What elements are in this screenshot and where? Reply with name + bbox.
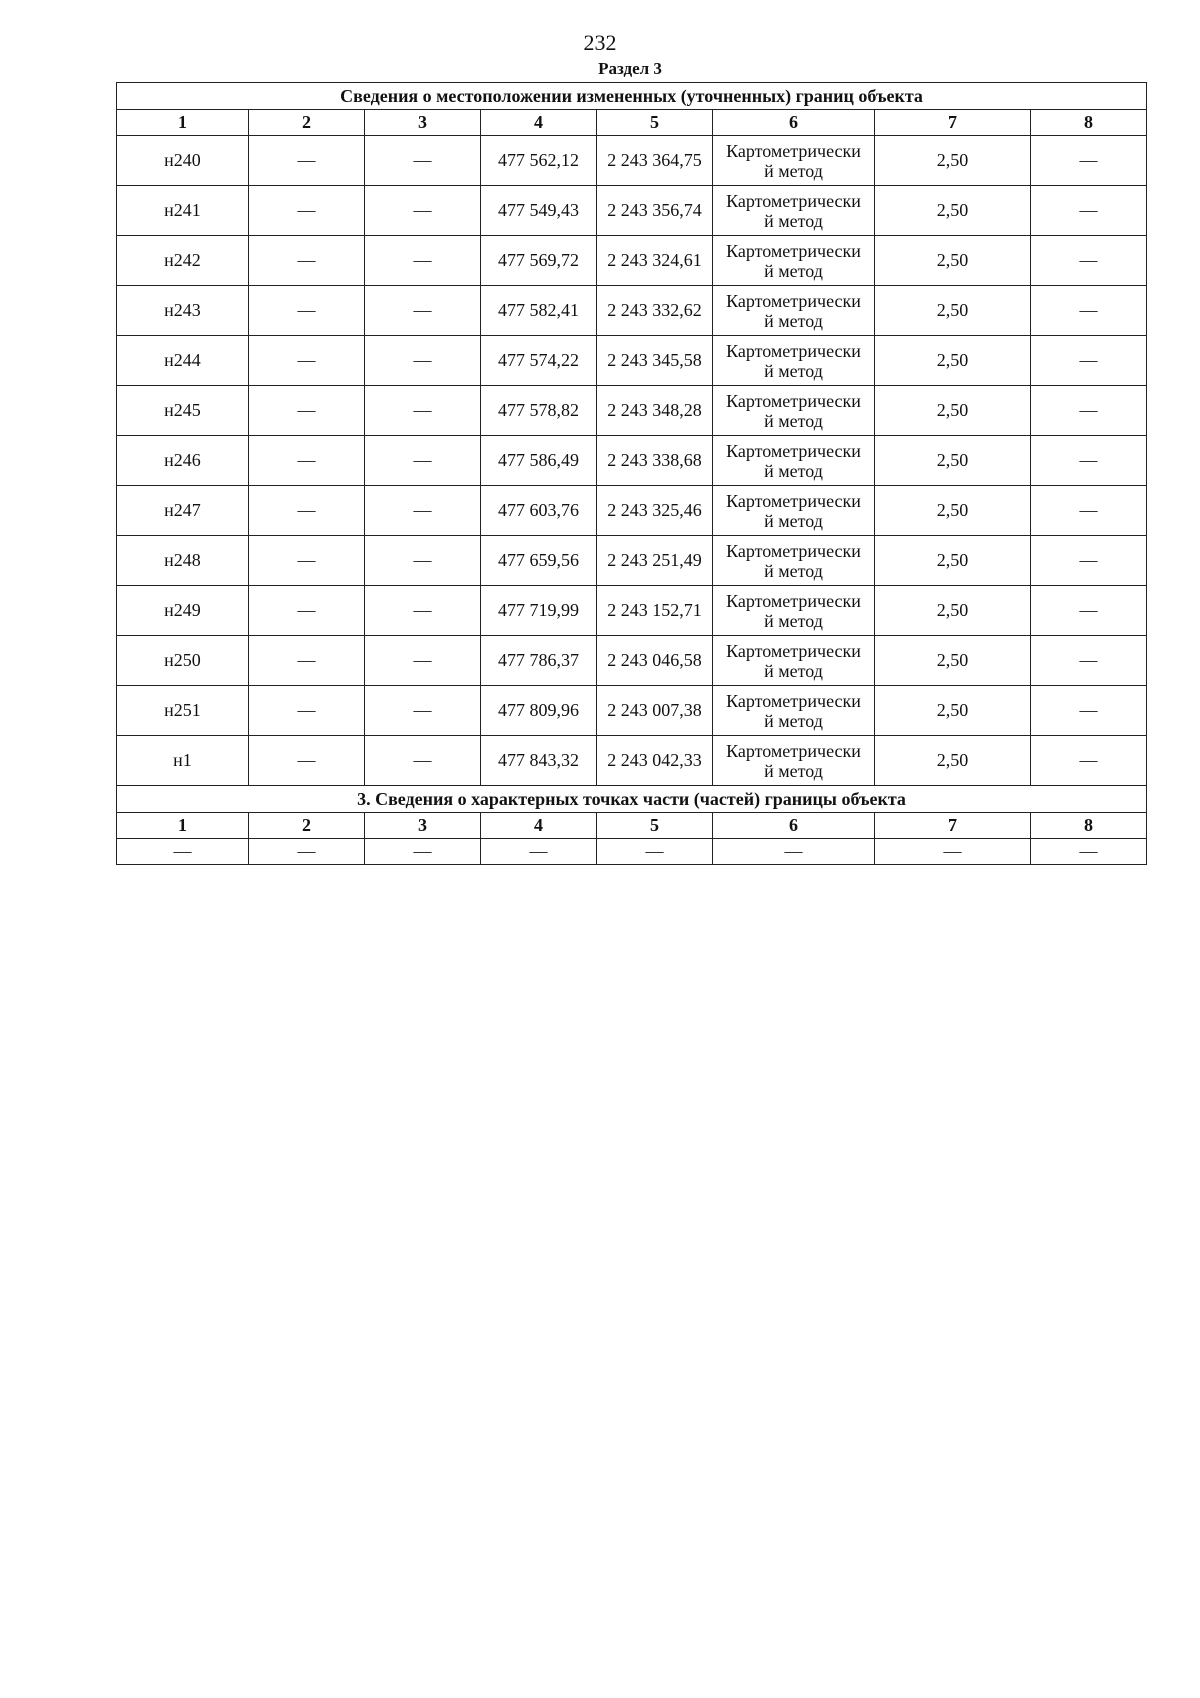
method-line: й метод <box>764 210 823 231</box>
table-row <box>117 486 1147 536</box>
x-coordinate-cell: 477 603,76 <box>481 486 597 536</box>
point-id-cell: н247 <box>117 486 249 536</box>
table-cell: — <box>249 386 365 436</box>
y-coordinate-cell: 2 243 325,46 <box>597 486 713 536</box>
table-cell: — <box>365 536 481 586</box>
table-cell: — <box>249 436 365 486</box>
method-line: й метод <box>764 610 823 631</box>
x-coordinate-cell: 477 586,49 <box>481 436 597 486</box>
table-row <box>117 286 1147 336</box>
table-cell: — <box>365 386 481 436</box>
method-cell <box>713 736 875 786</box>
accuracy-cell: 2,50 <box>875 486 1031 536</box>
table-cell: — <box>1031 636 1147 686</box>
method-cell <box>713 236 875 286</box>
table-row <box>117 236 1147 286</box>
table-row <box>117 586 1147 636</box>
table-cell: — <box>249 636 365 686</box>
table-cell: — <box>1031 136 1147 186</box>
table-cell: — <box>365 839 481 865</box>
table-cell: — <box>249 686 365 736</box>
table-caption-row <box>117 83 1147 110</box>
table-row <box>117 636 1147 686</box>
table-cell: — <box>365 436 481 486</box>
y-coordinate-cell: 2 243 348,28 <box>597 386 713 436</box>
x-coordinate-cell: 477 549,43 <box>481 186 597 236</box>
method-line: й метод <box>764 360 823 381</box>
method-line: й метод <box>764 160 823 181</box>
point-id-cell: н248 <box>117 536 249 586</box>
table-cell: — <box>365 286 481 336</box>
x-coordinate-cell: 477 578,82 <box>481 386 597 436</box>
section-title: Раздел 3 <box>598 59 662 78</box>
table-cell: — <box>249 236 365 286</box>
point-id-cell: н250 <box>117 636 249 686</box>
y-coordinate-cell: 2 243 338,68 <box>597 436 713 486</box>
table-row <box>117 386 1147 436</box>
point-id-cell: н243 <box>117 286 249 336</box>
method-line: Картометрически <box>726 390 861 411</box>
table-row <box>117 336 1147 386</box>
table-cell: — <box>249 839 365 865</box>
table-cell: — <box>249 486 365 536</box>
point-id-cell: н251 <box>117 686 249 736</box>
x-coordinate-cell: 477 786,37 <box>481 636 597 686</box>
table-cell: — <box>249 336 365 386</box>
y-coordinate-cell: 2 243 345,58 <box>597 336 713 386</box>
x-coordinate-cell: 477 562,12 <box>481 136 597 186</box>
table-cell: — <box>365 486 481 536</box>
point-id-cell: н245 <box>117 386 249 436</box>
x-coordinate-cell: 477 843,32 <box>481 736 597 786</box>
table-row <box>117 186 1147 236</box>
table-cell: — <box>117 839 249 865</box>
method-line: Картометрически <box>726 690 861 711</box>
table-cell: — <box>1031 386 1147 436</box>
method-line: Картометрически <box>726 190 861 211</box>
table-cell: — <box>597 839 713 865</box>
point-id-cell: н249 <box>117 586 249 636</box>
y-coordinate-cell: 2 243 046,58 <box>597 636 713 686</box>
method-line: Картометрически <box>726 240 861 261</box>
method-line: й метод <box>764 710 823 731</box>
method-line: й метод <box>764 660 823 681</box>
table-header-row <box>117 110 1147 136</box>
accuracy-cell: 2,50 <box>875 536 1031 586</box>
table-caption-row <box>117 786 1147 813</box>
method-cell <box>713 636 875 686</box>
method-cell <box>713 136 875 186</box>
table-cell: — <box>1031 586 1147 636</box>
page-number: 232 <box>583 30 617 55</box>
table-row <box>117 136 1147 186</box>
column-header: 7 <box>875 813 1031 839</box>
table-cell: — <box>365 336 481 386</box>
point-id-cell: н241 <box>117 186 249 236</box>
accuracy-cell: 2,50 <box>875 186 1031 236</box>
table-cell: — <box>1031 736 1147 786</box>
accuracy-cell: 2,50 <box>875 136 1031 186</box>
table-row <box>117 736 1147 786</box>
x-coordinate-cell: 477 574,22 <box>481 336 597 386</box>
table-row <box>117 436 1147 486</box>
table-cell: — <box>365 736 481 786</box>
y-coordinate-cell: 2 243 356,74 <box>597 186 713 236</box>
method-line: Картометрически <box>726 340 861 361</box>
column-header: 2 <box>249 110 365 136</box>
method-line: Картометрически <box>726 540 861 561</box>
table-cell: — <box>1031 686 1147 736</box>
column-header: 4 <box>481 813 597 839</box>
table-cell: — <box>365 686 481 736</box>
table-cell: — <box>713 839 875 865</box>
method-cell <box>713 686 875 736</box>
x-coordinate-cell: 477 582,41 <box>481 286 597 336</box>
table-cell: — <box>1031 286 1147 336</box>
column-header: 6 <box>713 813 875 839</box>
table-cell: — <box>1031 536 1147 586</box>
table-cell: — <box>1031 436 1147 486</box>
table-cell: — <box>1031 186 1147 236</box>
y-coordinate-cell: 2 243 007,38 <box>597 686 713 736</box>
y-coordinate-cell: 2 243 332,62 <box>597 286 713 336</box>
column-header: 3 <box>365 813 481 839</box>
table-cell: — <box>249 586 365 636</box>
table-cell: — <box>249 286 365 336</box>
column-header: 5 <box>597 813 713 839</box>
column-header: 4 <box>481 110 597 136</box>
column-header: 1 <box>117 813 249 839</box>
boundary-points-table <box>116 82 1147 865</box>
table-row <box>117 536 1147 586</box>
table-row <box>117 839 1147 865</box>
table-caption: 3. Сведения о характерных точках части (частей) границы объекта <box>117 786 1147 813</box>
point-id-cell: н242 <box>117 236 249 286</box>
x-coordinate-cell: 477 809,96 <box>481 686 597 736</box>
table-cell: — <box>365 136 481 186</box>
accuracy-cell: 2,50 <box>875 436 1031 486</box>
table-cell: — <box>365 636 481 686</box>
accuracy-cell: 2,50 <box>875 236 1031 286</box>
method-cell <box>713 536 875 586</box>
point-id-cell: н244 <box>117 336 249 386</box>
column-header: 6 <box>713 110 875 136</box>
method-line: й метод <box>764 760 823 781</box>
method-line: Картометрически <box>726 640 861 661</box>
point-id-cell: н240 <box>117 136 249 186</box>
accuracy-cell: 2,50 <box>875 336 1031 386</box>
table-cell: — <box>249 186 365 236</box>
method-line: й метод <box>764 560 823 581</box>
table-cell: — <box>249 736 365 786</box>
table-cell: — <box>1031 839 1147 865</box>
table-header-row <box>117 813 1147 839</box>
accuracy-cell: 2,50 <box>875 286 1031 336</box>
y-coordinate-cell: 2 243 251,49 <box>597 536 713 586</box>
method-cell <box>713 336 875 386</box>
accuracy-cell: 2,50 <box>875 586 1031 636</box>
table-cell: — <box>875 839 1031 865</box>
accuracy-cell: 2,50 <box>875 386 1031 436</box>
accuracy-cell: 2,50 <box>875 736 1031 786</box>
table-row <box>117 686 1147 736</box>
table-cell: — <box>365 586 481 636</box>
column-header: 8 <box>1031 110 1147 136</box>
y-coordinate-cell: 2 243 324,61 <box>597 236 713 286</box>
column-header: 1 <box>117 110 249 136</box>
x-coordinate-cell: 477 659,56 <box>481 536 597 586</box>
table-cell: — <box>1031 336 1147 386</box>
column-header: 2 <box>249 813 365 839</box>
method-line: й метод <box>764 460 823 481</box>
table-cell: — <box>1031 236 1147 286</box>
method-line: й метод <box>764 510 823 531</box>
column-header: 3 <box>365 110 481 136</box>
method-line: й метод <box>764 260 823 281</box>
accuracy-cell: 2,50 <box>875 686 1031 736</box>
method-line: Картометрически <box>726 740 861 761</box>
table-cell: — <box>365 236 481 286</box>
accuracy-cell: 2,50 <box>875 636 1031 686</box>
x-coordinate-cell: 477 719,99 <box>481 586 597 636</box>
method-cell <box>713 436 875 486</box>
x-coordinate-cell: 477 569,72 <box>481 236 597 286</box>
y-coordinate-cell: 2 243 364,75 <box>597 136 713 186</box>
method-line: Картометрически <box>726 290 861 311</box>
method-cell <box>713 386 875 436</box>
table-cell: — <box>1031 486 1147 536</box>
method-cell <box>713 186 875 236</box>
method-cell <box>713 586 875 636</box>
column-header: 8 <box>1031 813 1147 839</box>
table-cell: — <box>481 839 597 865</box>
method-line: Картометрически <box>726 490 861 511</box>
point-id-cell: н1 <box>117 736 249 786</box>
column-header: 5 <box>597 110 713 136</box>
method-cell <box>713 286 875 336</box>
table-cell: — <box>365 186 481 236</box>
y-coordinate-cell: 2 243 042,33 <box>597 736 713 786</box>
y-coordinate-cell: 2 243 152,71 <box>597 586 713 636</box>
point-id-cell: н246 <box>117 436 249 486</box>
table-cell: — <box>249 136 365 186</box>
table-caption: Сведения о местоположении измененных (уточненных) границ объекта <box>117 83 1147 110</box>
method-line: Картометрически <box>726 140 861 161</box>
table-cell: — <box>249 536 365 586</box>
method-line: Картометрически <box>726 590 861 611</box>
method-cell <box>713 486 875 536</box>
method-line: й метод <box>764 410 823 431</box>
column-header: 7 <box>875 110 1031 136</box>
method-line: Картометрически <box>726 440 861 461</box>
method-line: й метод <box>764 310 823 331</box>
